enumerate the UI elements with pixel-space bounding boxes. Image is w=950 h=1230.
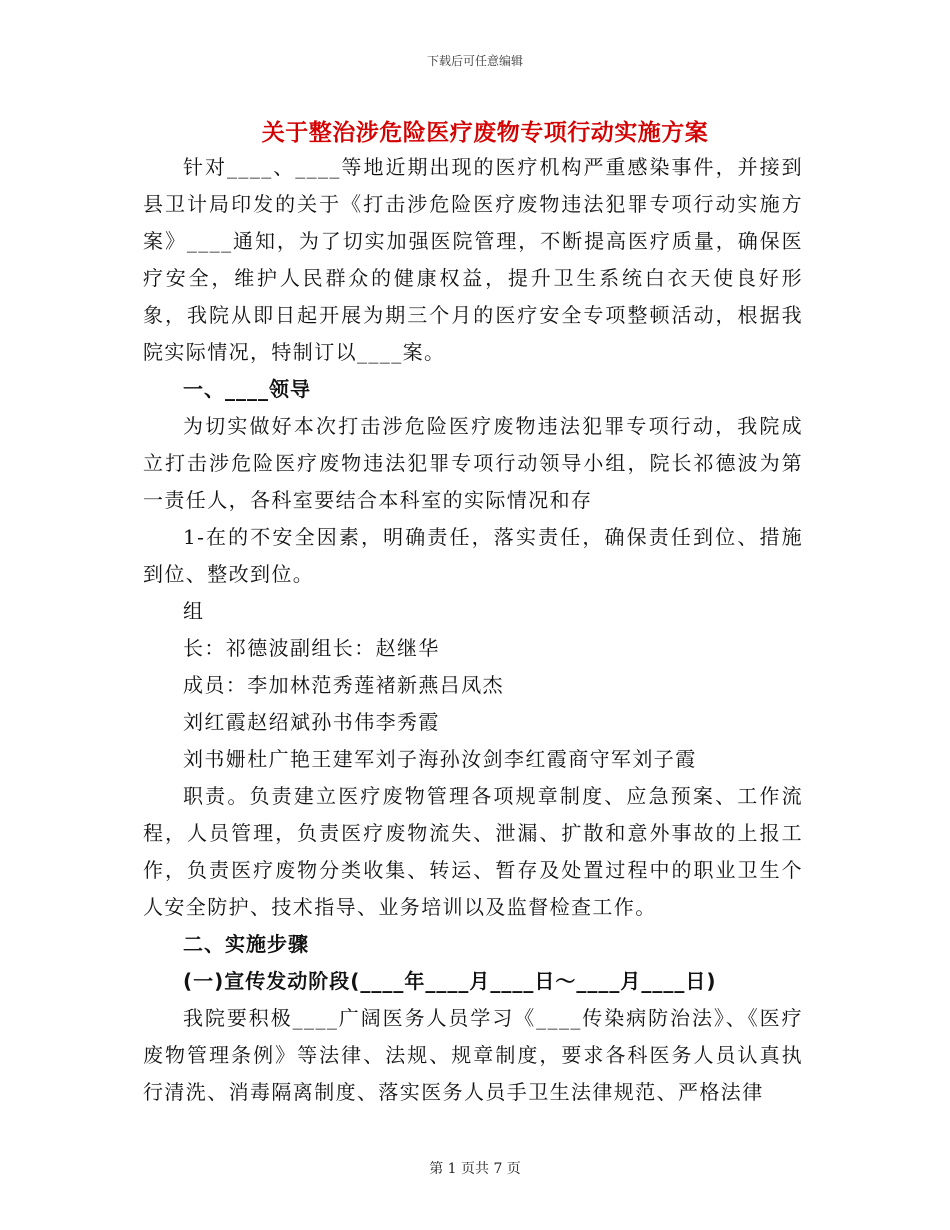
paragraph-responsibility: 1-在的不安全因素，明确责任，落实责任，确保责任到位、措施到位、整改到位。 [143,525,803,586]
paragraph-group: 组 [183,599,205,623]
paragraph-leadership: 为切实做好本次打击涉危险医疗废物违法犯罪专项行动，我院成立打击涉危险医疗废物违法犯罪专项行动领导小组，院长祁德波为第一责任人，各科室要结合本科室的实际情况和存 [143,414,803,512]
paragraph-members-2: 刘红霞赵绍斌孙书伟李秀霞 [183,710,440,734]
section-heading-steps: 二、实施步骤 [183,932,309,956]
paragraph-publicity: 我院要积极____广阔医务人员学习《____传染病防治法》、《医疗废物管理条例》等法律、法规、规章制度，要求各科医务人员认真执行清洗、消毒隔离制度、落实医务人员手卫生法律规范、严格法律 [143,1006,803,1104]
paragraph-members-3: 刘书姗杜广艳王建军刘子海孙汝剑李红霞商守军刘子霞 [183,747,697,771]
document-title: 关于整治涉危险医疗废物专项行动实施方案 [261,120,709,146]
header-note: 下载后可任意编辑 [426,54,523,68]
section-heading-leadership: 一、____领导 [183,377,311,401]
paragraph-members: 成员：李加林范秀莲褚新燕吕凤杰 [183,673,504,697]
subsection-heading-publicity: (一)宣传发动阶段(____年____月____日～____月____日) [183,969,717,993]
paragraph-duties: 职责。负责建立医疗废物管理各项规章制度、应急预案、工作流程，人员管理，负责医疗废物流失、泄漏、扩散和意外事故的上报工作，负责医疗废物分类收集、转运、暂存及处置过程中的职业卫生个人安全防护、技术指导、业务培训以及监督检查工作。 [143,784,803,919]
page-footer: 第 1 页共 7 页 [429,1161,521,1177]
document-body [143,149,803,1111]
paragraph-intro: 针对____、____等地近期出现的医疗机构严重感染事件，并接到县卫计局印发的关于《打击涉危险医疗废物违法犯罪专项行动实施方案》____通知，为了切实加强医院管理，不断提高医疗质量，确保医疗安全，维护人民群众的健康权益，提升卫生系统白衣天使良好形象，我院从即日起开展为期三个月的医疗安全专项整顿活动，根据我院实际情况，特制订以____案。 [143,155,803,364]
paragraph-group-leader: 长：祁德波副组长：赵继华 [183,636,440,660]
